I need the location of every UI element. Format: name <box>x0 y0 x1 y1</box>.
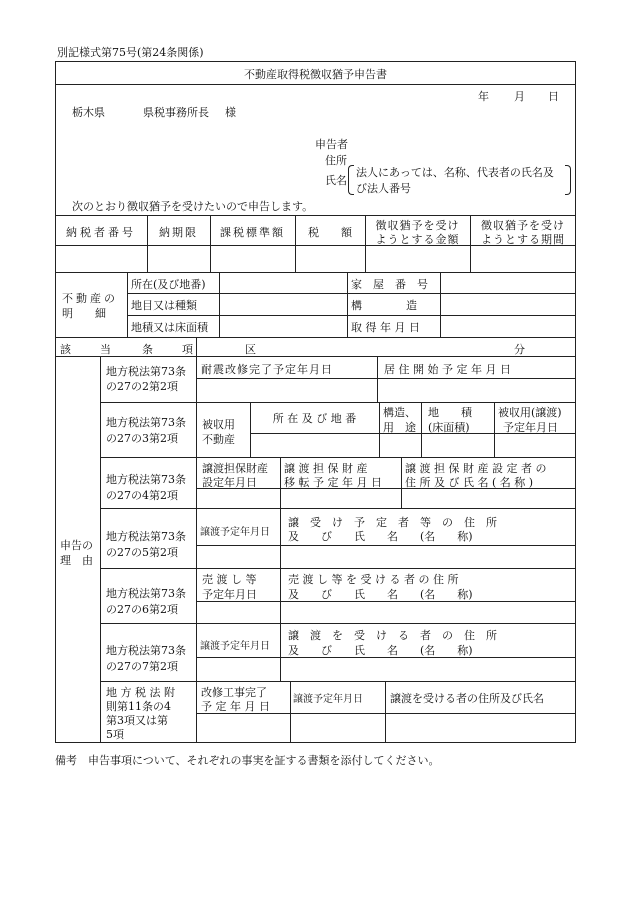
r4-transfer-date: 譲渡予定年月日 <box>200 527 270 538</box>
r2-law-line1: 地方税法第73条 <box>106 416 186 429</box>
r7-law-line1: 地 方 税 法 附 <box>106 686 175 699</box>
article-label-4: 項 <box>182 343 193 356</box>
property-structure-label: 構 造 <box>351 299 417 312</box>
property-category-label: 地目又は種類 <box>131 299 197 312</box>
date-year: 年 <box>478 90 489 103</box>
applicant-address-label: 住所 <box>325 154 347 167</box>
r6-transferee-line2: 及 び 氏 名 (名 称) <box>288 644 473 657</box>
r5-buyer-line2: 及 び 氏 名 (名 称) <box>288 588 473 601</box>
property-house-number-label: 家 屋 番 号 <box>351 278 428 291</box>
r3-settlor-line1: 譲 渡 担 保 財 産 設 定 者 の <box>405 462 547 475</box>
r1-law-line2: の27の2第2項 <box>106 380 178 393</box>
r6-transfer-date: 譲渡予定年月日 <box>200 641 270 652</box>
property-location-label: 所在(及び地番) <box>131 278 206 291</box>
r5-law-line2: の27の6第2項 <box>106 603 178 616</box>
applicant-note-line1: 法人にあっては、名称、代表者の氏名及 <box>356 166 554 179</box>
r7-completion-date-line2: 予 定 年 月 日 <box>201 700 270 713</box>
col-tax-base: 課税標準額 <box>220 226 285 239</box>
applicant-note-line2: び法人番号 <box>356 182 411 195</box>
r6-law-line1: 地方税法第73条 <box>106 644 186 657</box>
addressee-office: 県税事務所長 <box>143 106 209 119</box>
r2-area-line1: 地 積 <box>428 406 472 419</box>
r7-law-line2: 則第11条の4 <box>106 700 171 713</box>
r7-transfer-date: 譲渡予定年月日 <box>293 694 363 705</box>
r7-law-line3: 第3項又は第 <box>106 714 168 727</box>
r3-settlor-line2: 住 所 及 び 氏 名 ( 名 称 ) <box>405 476 534 489</box>
r2-expropriated-line1: 被収用 <box>202 418 235 431</box>
property-area-label: 地積又は床面積 <box>131 321 208 334</box>
r7-law-line4: 5項 <box>106 728 124 741</box>
col-due-date: 納期限 <box>159 226 198 239</box>
reason-label-line1: 申告の <box>60 539 93 552</box>
r6-transferee-line1: 譲 渡 を 受 け る 者 の 住 所 <box>288 629 497 642</box>
col-deferral-amount-line2: ようとする金額 <box>375 233 460 246</box>
date-month: 月 <box>514 90 525 103</box>
r4-transferee-line1: 譲 受 け 予 定 者 等 の 住 所 <box>288 516 497 529</box>
r3-law-line2: の27の4第2項 <box>106 489 178 502</box>
note-bracket-right <box>565 165 571 195</box>
r1-residence-start-date: 居 住 開 始 予 定 年 月 日 <box>384 363 511 376</box>
form-title: 不動産取得税徴収猶予申告書 <box>244 68 387 81</box>
r2-expropriation-date-line1: 被収用(譲渡) <box>498 406 562 419</box>
r4-law-line2: の27の5第2項 <box>106 546 178 559</box>
col-tax-amount: 税 額 <box>308 226 352 239</box>
col-deferral-period-line2: ようとする期間 <box>481 233 565 246</box>
r1-law-line1: 地方税法第73条 <box>106 365 186 378</box>
applicant-name-label: 氏名 <box>325 174 347 187</box>
division-label-2: 分 <box>514 343 525 356</box>
article-label-1: 該 <box>60 343 71 356</box>
r2-expropriated-line2: 不動産 <box>202 433 235 446</box>
division-label-1: 区 <box>245 343 256 356</box>
r2-expropriation-date-line2: 予定年月日 <box>503 421 558 434</box>
property-section-line1: 不動産の <box>62 292 118 305</box>
r2-location-lot: 所 在 及 び 地 番 <box>272 412 357 425</box>
note-bracket-left <box>348 165 354 195</box>
r7-completion-date-line1: 改修工事完了 <box>201 686 267 699</box>
applicant-label: 申告者 <box>315 138 348 151</box>
r2-structure-line1: 構造、 <box>383 406 416 419</box>
r2-area-line2: (床面積) <box>428 421 470 434</box>
addressee-suffix: 様 <box>225 106 236 119</box>
property-acquisition-date-label: 取 得 年 月 日 <box>351 321 420 334</box>
col-taxpayer-number: 納税者番号 <box>66 226 136 239</box>
footer-note: 備考 申告事項について、それぞれの事実を証する書類を添付してください。 <box>55 754 440 767</box>
date-day: 日 <box>548 90 559 103</box>
r3-law-line1: 地方税法第73条 <box>106 473 186 486</box>
r4-law-line1: 地方税法第73条 <box>106 530 186 543</box>
r1-seismic-completion-date: 耐震改修完了予定年月日 <box>201 363 333 376</box>
r5-buyer-line1: 売 渡 し 等 を 受 け る 者 の 住 所 <box>288 573 459 586</box>
r7-transferee: 譲渡を受ける者の住所及び氏名 <box>390 692 544 705</box>
r5-sale-date-line2: 予定年月日 <box>202 588 257 601</box>
property-section-line2: 明 細 <box>62 307 106 320</box>
r3-transfer-date-line1: 譲 渡 担 保 財 産 <box>284 462 368 475</box>
reason-label-line2: 理 由 <box>60 554 93 567</box>
addressee-prefecture: 栃木県 <box>72 106 105 119</box>
r3-security-date-line2: 設定年月日 <box>202 476 257 489</box>
request-statement: 次のとおり徴収猶予を受けたいので申告します。 <box>72 200 314 213</box>
r4-transferee-line2: 及 び 氏 名 (名 称) <box>288 530 473 543</box>
article-label-3: 条 <box>142 343 153 356</box>
r2-law-line2: の27の3第2項 <box>106 432 178 445</box>
r5-sale-date-line1: 売 渡 し 等 <box>202 573 257 586</box>
col-deferral-period-line1: 徴収猶予を受け <box>481 219 565 232</box>
form-number: 別記様式第75号(第24条関係) <box>57 46 204 59</box>
r3-transfer-date-line2: 移 転 予 定 年 月 日 <box>284 476 382 489</box>
r2-structure-line2: 用 途 <box>383 421 416 434</box>
article-label-2: 当 <box>100 343 111 356</box>
r5-law-line1: 地方税法第73条 <box>106 587 186 600</box>
col-deferral-amount-line1: 徴収猶予を受け <box>375 219 460 232</box>
r3-security-date-line1: 譲渡担保財産 <box>202 462 268 475</box>
r6-law-line2: の27の7第2項 <box>106 660 178 673</box>
